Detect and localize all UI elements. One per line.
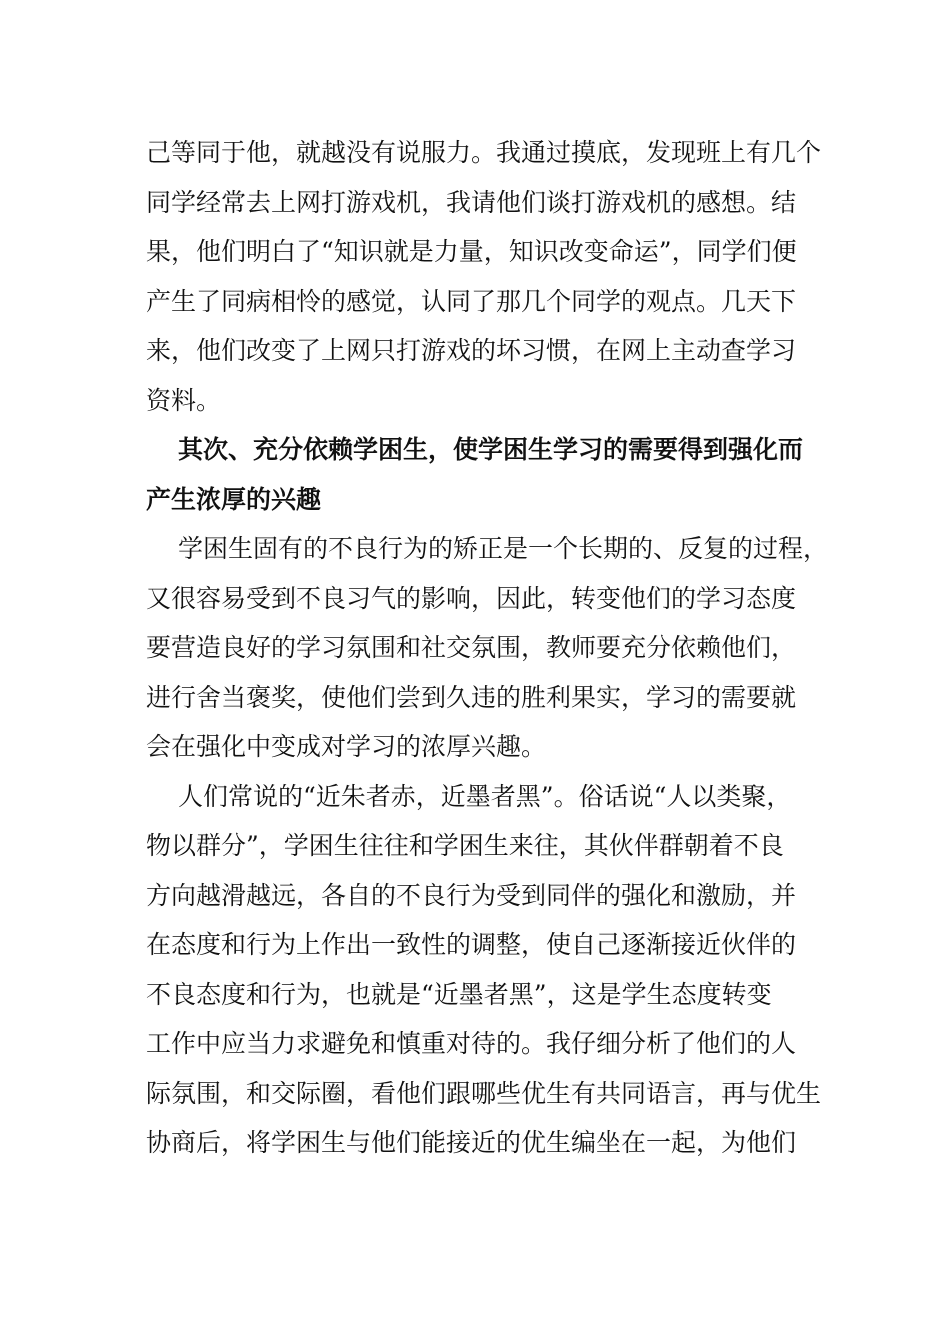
paragraph-1 — [146, 128, 836, 425]
document-body — [146, 128, 836, 1168]
section-heading — [146, 425, 836, 524]
text-line: 进行舍当褒奖，使他们尝到久违的胜利果实，学习的需要就 — [146, 682, 797, 712]
text-line: 物以群分”，学困生往往和学困生来往，其伙伴群朝着不良 — [146, 831, 784, 860]
text-line: 要营造良好的学习氛围和社交氛围，教师要充分依赖他们， — [146, 633, 797, 662]
paragraph-3 — [146, 524, 836, 772]
heading-line: 其次、充分依赖学困生，使学困生学习的需要得到强化而 — [178, 435, 804, 464]
text-line: 不良态度和行为，也就是“近墨者黑”，这是学生态度转变 — [146, 979, 772, 1009]
text-line: 己等同于他，就越没有说服力。我通过摸底，发现班上有几个 — [146, 138, 822, 167]
text-line: 人们常说的“近朱者赤，近墨者黑”。俗话说“人以类聚， — [178, 781, 792, 811]
heading-line: 产生浓厚的兴趣 — [146, 484, 322, 514]
text-line: 际氛围，和交际圈，看他们跟哪些优生有共同语言，再与优生 — [146, 1078, 822, 1108]
text-line: 学困生固有的不良行为的矫正是一个长期的、反复的过程， — [178, 534, 829, 563]
text-line: 会在强化中变成对学习的浓厚兴趣。 — [146, 732, 547, 761]
text-line: 果，他们明白了“知识就是力量，知识改变命运”，同学们便 — [146, 237, 797, 266]
text-line: 资料。 — [146, 385, 222, 415]
text-line: 来，他们改变了上网只打游戏的坏习惯，在网上主动查学习 — [146, 336, 797, 365]
text-line: 协商后，将学困生与他们能接近的优生编坐在一起，为他们 — [146, 1128, 797, 1157]
paragraph-4 — [146, 772, 836, 1168]
text-line: 工作中应当力求避免和慎重对待的。我仔细分析了他们的人 — [146, 1029, 797, 1058]
text-line: 在态度和行为上作出一致性的调整，使自己逐渐接近伙伴的 — [146, 930, 797, 959]
text-line: 又很容易受到不良习气的影响，因此，转变他们的学习态度 — [146, 583, 797, 613]
text-line: 同学经常去上网打游戏机，我请他们谈打游戏机的感想。结 — [146, 187, 797, 217]
text-line: 方向越滑越远，各自的不良行为受到同伴的强化和激励，并 — [146, 880, 797, 910]
text-line: 产生了同病相怜的感觉，认同了那几个同学的观点。几天下 — [146, 286, 797, 316]
